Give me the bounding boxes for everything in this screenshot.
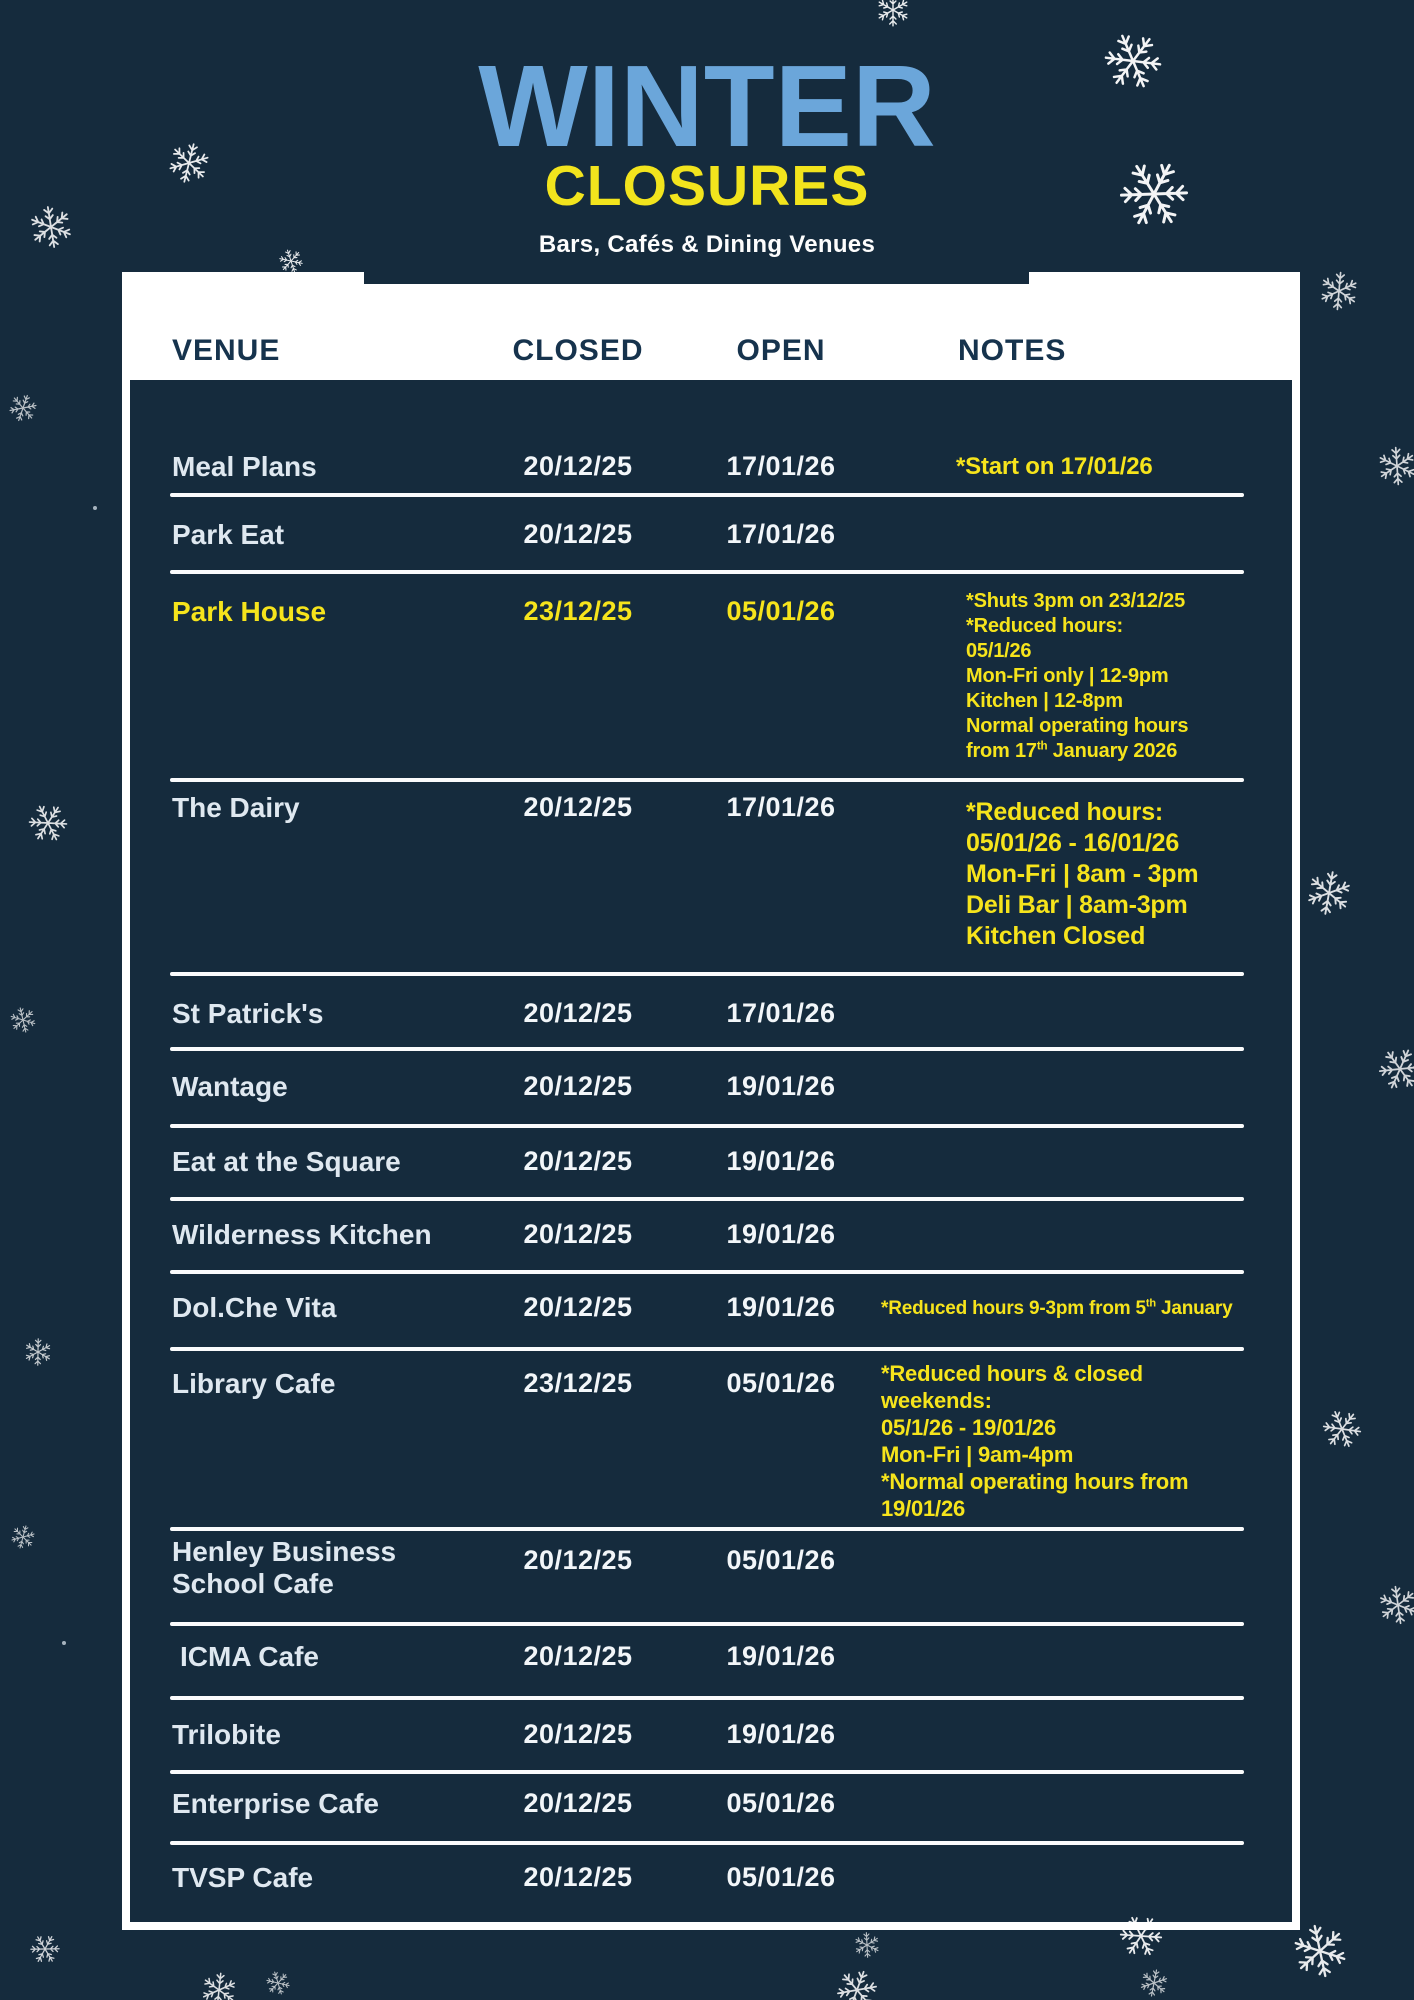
snowflake-icon — [19, 794, 77, 852]
snowflake-icon — [198, 1969, 240, 2000]
note-text: *Reduced hours & closed weekends: 05/1/26 - 19/01/26 Mon-Fri | 9am-4pm *Normal operating hours from 19/01/26 — [881, 1361, 1189, 1521]
closed-date: 20/12/25 — [523, 1146, 633, 1176]
column-header-closed: CLOSED — [512, 334, 644, 367]
closed-date: 20/12/25 — [523, 792, 633, 822]
note-text: *Reduced hours: 05/01/26 - 16/01/26 Mon-Fri | 8am - 3pm Deli Bar | 8am-3pm Kitchen Closed — [966, 798, 1199, 950]
venue-name: Park House — [172, 596, 327, 627]
row-divider — [170, 1197, 1244, 1201]
venue-name: Library Cafe — [172, 1368, 336, 1399]
snowflake-icon — [3, 1000, 43, 1040]
venue-name: ICMA Cafe — [180, 1641, 319, 1672]
closed-date: 20/12/25 — [523, 1545, 633, 1575]
venue-name: Henley Business School Cafe — [172, 1536, 397, 1599]
open-date: 17/01/26 — [726, 519, 836, 549]
row-divider — [170, 1047, 1244, 1051]
closed-date: 23/12/25 — [523, 596, 633, 626]
row-divider — [170, 1270, 1244, 1274]
page-title: WINTER — [478, 41, 936, 171]
open-date: 17/01/26 — [726, 451, 836, 481]
note-text: *Shuts 3pm on 23/12/25 *Reduced hours: 05/1/26 Mon-Fri only | 12-9pm Kitchen | 12-8pm Normal operating hours from 17th January 2026 — [966, 590, 1189, 762]
venue-name: Park Eat — [172, 519, 285, 550]
venue-name: The Dairy — [172, 792, 300, 823]
open-date: 17/01/26 — [726, 998, 836, 1028]
snowflake-icon — [1313, 1400, 1372, 1459]
open-date: 19/01/26 — [726, 1146, 836, 1176]
panel-top-notch — [364, 272, 1029, 284]
snowflake-icon — [23, 1337, 54, 1368]
venue-name: Dol.Che Vita — [172, 1292, 337, 1323]
note-text: *Start on 17/01/26 — [956, 453, 1153, 480]
snowflake-icon — [1369, 1576, 1414, 1635]
row-divider — [170, 778, 1244, 782]
page-subtitle: CLOSURES — [544, 154, 870, 218]
snowflake-icon — [23, 1927, 67, 1971]
open-date: 19/01/26 — [726, 1219, 836, 1249]
venue-name: Enterprise Cafe — [172, 1788, 379, 1819]
venue-name: Wilderness Kitchen — [172, 1219, 432, 1250]
snowflake-icon — [875, 0, 911, 28]
open-date: 19/01/26 — [726, 1719, 836, 1749]
closed-date: 20/12/25 — [523, 1862, 633, 1892]
row-divider — [170, 972, 1244, 976]
snowflake-icon — [7, 1521, 39, 1553]
snowflake-icon — [1316, 268, 1362, 314]
snowflake-icon — [1301, 865, 1357, 921]
snowflake-icon — [260, 1965, 297, 2000]
closed-date: 20/12/25 — [523, 1719, 633, 1749]
open-date: 19/01/26 — [726, 1641, 836, 1671]
closed-date: 20/12/25 — [523, 1292, 633, 1322]
closed-date: 20/12/25 — [523, 1788, 633, 1818]
venue-name: Trilobite — [172, 1719, 281, 1750]
row-divider — [170, 1124, 1244, 1128]
column-header-open: OPEN — [736, 334, 826, 367]
closed-date: 20/12/25 — [523, 1071, 633, 1101]
column-header-notes: NOTES — [958, 334, 1067, 367]
snowflake-icon — [848, 1926, 887, 1965]
closed-date: 20/12/25 — [523, 998, 633, 1028]
venue-name: TVSP Cafe — [172, 1862, 314, 1893]
open-date: 05/01/26 — [726, 1368, 836, 1398]
open-date: 19/01/26 — [726, 1071, 836, 1101]
closed-date: 20/12/25 — [523, 1219, 633, 1249]
row-divider — [170, 1347, 1244, 1351]
venue-name: Meal Plans — [172, 451, 317, 482]
venue-name: Wantage — [172, 1071, 288, 1102]
snowflake-icon — [1368, 437, 1414, 495]
open-date: 05/01/26 — [726, 596, 836, 626]
snowflake-icon — [1370, 1039, 1414, 1100]
closed-date: 20/12/25 — [523, 519, 633, 549]
row-divider — [170, 1841, 1244, 1845]
open-date: 19/01/26 — [726, 1292, 836, 1322]
row-divider — [170, 570, 1244, 574]
open-date: 05/01/26 — [726, 1788, 836, 1818]
row-divider — [170, 493, 1244, 497]
row-divider — [170, 1527, 1244, 1531]
open-date: 05/01/26 — [726, 1862, 836, 1892]
speck-dot — [93, 506, 97, 510]
page-tagline: Bars, Cafés & Dining Venues — [538, 231, 876, 258]
row-divider — [170, 1770, 1244, 1774]
open-date: 05/01/26 — [726, 1545, 836, 1575]
speck-dot — [62, 1641, 66, 1645]
column-header-venue: VENUE — [172, 334, 281, 367]
snowflake-icon — [4, 389, 42, 427]
note-text: *Reduced hours 9-3pm from 5th January — [881, 1297, 1233, 1319]
row-divider — [170, 1622, 1244, 1626]
row-divider — [170, 1696, 1244, 1700]
open-date: 17/01/26 — [726, 792, 836, 822]
venue-name: Eat at the Square — [172, 1146, 401, 1177]
closed-date: 20/12/25 — [523, 1641, 633, 1671]
snowflake-icon — [829, 1962, 885, 2000]
closed-date: 20/12/25 — [523, 451, 633, 481]
snowflake-icon — [1136, 1965, 1171, 2000]
venue-name: St Patrick's — [172, 998, 324, 1029]
closed-date: 23/12/25 — [523, 1368, 633, 1398]
